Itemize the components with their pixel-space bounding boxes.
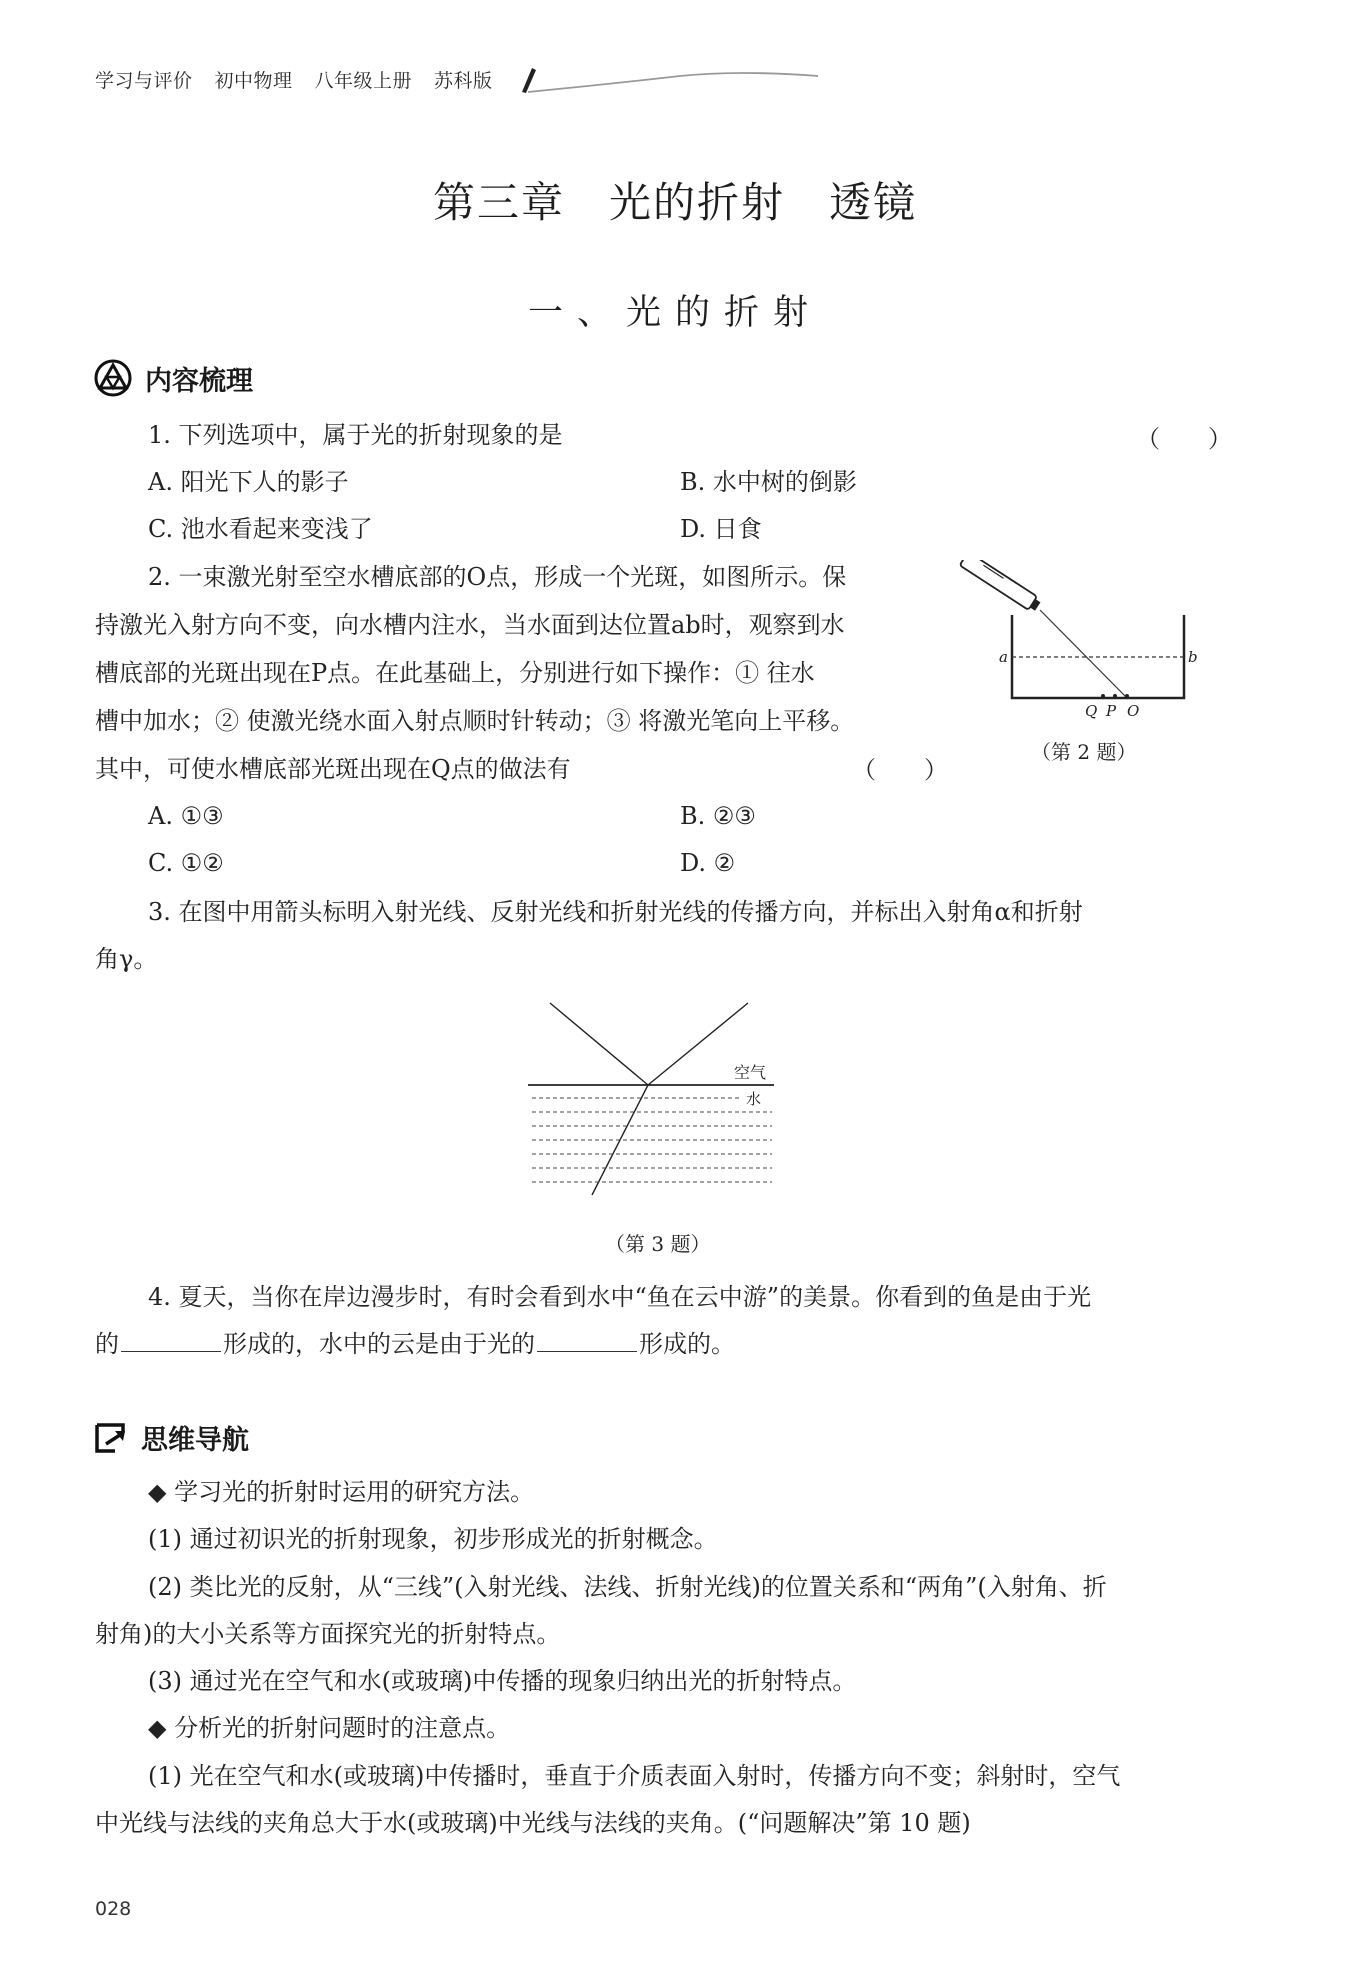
- content-review-title: 内容梳理: [145, 365, 253, 397]
- q2-option-a: A. ①③: [148, 802, 224, 830]
- q2-option-b: B. ②③: [680, 802, 756, 830]
- header-grade: 八年级上册: [314, 70, 413, 92]
- running-header: [95, 66, 515, 93]
- q4-text-c: 形成的。: [639, 1330, 735, 1358]
- q2-line-1: 2. 一束激光射至空水槽底部的O点，形成一个光斑，如图所示。保: [148, 563, 847, 591]
- label-air: 空气: [734, 1063, 767, 1082]
- reflected-ray: [648, 1003, 748, 1085]
- q2-option-d: D. ②: [680, 849, 736, 877]
- label-q: Q: [1085, 702, 1098, 720]
- water-dash-lines: [532, 1098, 772, 1182]
- nav-para-3: (3) 通过光在空气和水(或玻璃)中传播的现象归纳出光的折射特点。: [148, 1667, 857, 1695]
- q1-stem: 1. 下列选项中，属于光的折射现象的是: [148, 421, 563, 449]
- q2-line-2: 持激光入射方向不变，向水槽内注水，当水面到达位置ab时，观察到水: [95, 611, 845, 639]
- q2-line-3: 槽底部的光斑出现在P点。在此基础上，分别进行如下操作：① 往水: [95, 659, 815, 687]
- laser-beam: [1040, 610, 1127, 698]
- q3-line-2: 角γ。: [95, 945, 158, 973]
- q1-answer-paren: （ ）: [1136, 425, 1232, 453]
- page-number: 028: [95, 1898, 132, 1920]
- navigation-arrow-icon: [93, 1421, 129, 1455]
- q2-answer-paren: （ ）: [852, 756, 948, 784]
- incident-ray: [550, 1003, 648, 1085]
- q2-option-c: C. ①②: [148, 849, 224, 877]
- thinking-nav-heading: [93, 1418, 249, 1457]
- nav-para-1: (1) 通过初识光的折射现象，初步形成光的折射概念。: [148, 1525, 718, 1553]
- q1-option-d: D. 日食: [680, 515, 762, 543]
- q1-option-a: A. 阳光下人的影子: [148, 468, 349, 496]
- header-edition: 苏科版: [434, 70, 493, 92]
- laser-pen: [960, 560, 1043, 613]
- nav-para-4-line-1: (1) 光在空气和水(或玻璃)中传播时，垂直于介质表面入射时，传播方向不变；斜射时，空气: [148, 1762, 1121, 1790]
- header-subject: 初中物理: [214, 70, 293, 92]
- q2-line-5: 其中，可使水槽底部光斑出现在Q点的做法有: [95, 755, 571, 783]
- q4-text-a: 的: [95, 1330, 119, 1358]
- q1-option-c: C. 池水看起来变浅了: [148, 515, 373, 543]
- nav-bullet-1: ◆ 学习光的折射时运用的研究方法。: [148, 1478, 535, 1506]
- nav-bullet-2: ◆ 分析光的折射问题时的注意点。: [148, 1714, 511, 1742]
- q3-refraction-figure: [520, 995, 790, 1205]
- q4-blank-2[interactable]: [537, 1331, 637, 1352]
- q4-line-2: [95, 1330, 735, 1359]
- label-b: b: [1188, 648, 1198, 666]
- q3-line-1: 3. 在图中用箭头标明入射光线、反射光线和折射光线的传播方向，并标出入射角α和折射: [148, 898, 1083, 926]
- nav-para-2-line-1: (2) 类比光的反射，从“三线”(入射光线、法线、折射光线)的位置关系和“两角”(入射角、折: [148, 1573, 1107, 1601]
- header-book: 学习与评价: [95, 70, 193, 92]
- q2-line-4: 槽中加水；② 使激光绕水面入射点顺时针转动；③ 将激光笔向上平移。: [95, 707, 855, 735]
- q1-option-b: B. 水中树的倒影: [680, 468, 857, 496]
- nav-para-4-line-2: 中光线与法线的夹角总大于水(或玻璃)中光线与法线的夹角。(“问题解决”第 10 题): [95, 1809, 971, 1837]
- label-a: a: [999, 648, 1008, 666]
- q4-line-1: 4. 夏天，当你在岸边漫步时，有时会看到水中“鱼在云中游”的美景。你看到的鱼是由于光: [148, 1283, 1092, 1311]
- q3-figure-caption: （第 3 题）: [605, 1232, 711, 1256]
- label-water: 水: [746, 1090, 762, 1108]
- chapter-title: 第三章 光的折射 透镜: [432, 178, 917, 227]
- nav-para-2-line-2: 射角)的大小关系等方面探究光的折射特点。: [95, 1620, 561, 1648]
- label-p: P: [1106, 702, 1117, 720]
- triangle-circle-icon: [93, 358, 133, 398]
- q2-water-tank-figure: [955, 560, 1215, 720]
- content-review-heading: [93, 358, 253, 398]
- thinking-nav-title: 思维导航: [141, 1425, 249, 1456]
- header-pen-stroke: [520, 62, 820, 98]
- q4-blank-1[interactable]: [121, 1331, 221, 1352]
- section-title: 一、光的折射: [527, 293, 822, 333]
- q2-figure-caption: （第 2 题）: [1031, 740, 1137, 764]
- q4-text-b: 形成的，水中的云是由于光的: [223, 1330, 535, 1358]
- label-o: O: [1127, 702, 1140, 720]
